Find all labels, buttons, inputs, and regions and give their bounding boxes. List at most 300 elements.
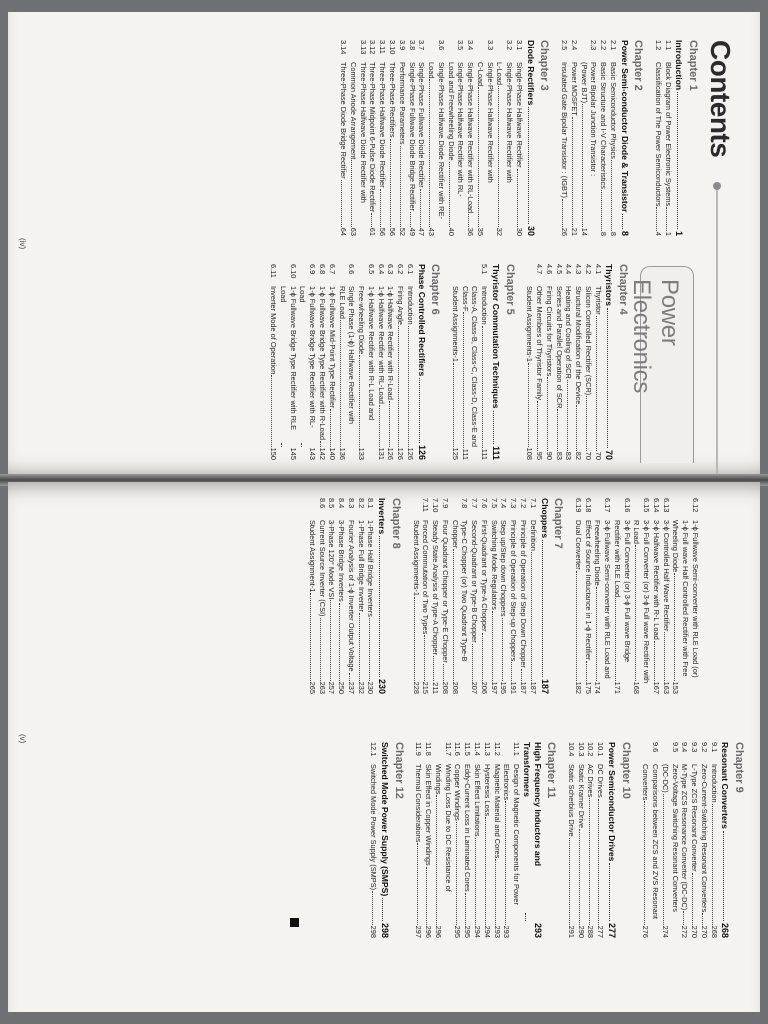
entry-text: Single-Phase Halfwave Rectifier with RL-Load bbox=[466, 62, 476, 214]
entry-text: Three-Phase Rectifiers bbox=[387, 62, 397, 138]
chapter-page: 230 bbox=[377, 678, 388, 694]
toc-column-3 bbox=[307, 498, 700, 694]
toc-entry bbox=[680, 742, 690, 938]
chapter-title bbox=[416, 264, 427, 460]
toc-entry bbox=[593, 498, 613, 694]
entry-line bbox=[534, 286, 544, 460]
dot-leader bbox=[408, 326, 415, 447]
chapter-label: Chapter 10 bbox=[619, 742, 632, 799]
entry-page: 294 bbox=[472, 925, 482, 938]
entry-body bbox=[369, 764, 379, 938]
entry-page: 61 bbox=[368, 227, 378, 236]
entry-page: 63 bbox=[348, 227, 358, 236]
entry-text: 3-ϕ Halfwave Rectifier with R-L Load bbox=[651, 520, 661, 640]
chapter-label: Chapter 4 bbox=[617, 264, 629, 315]
entry-body bbox=[564, 286, 574, 460]
entry-line bbox=[430, 520, 440, 694]
dot-leader bbox=[330, 409, 337, 446]
entry-text: L-Type ZCS Resonant Converter bbox=[690, 764, 700, 872]
toc-entry bbox=[317, 498, 327, 694]
entry-line bbox=[502, 764, 512, 938]
toc-entry bbox=[450, 264, 460, 460]
dot-leader bbox=[664, 632, 671, 680]
entry-page: 207 bbox=[470, 681, 480, 694]
entry-page: 26 bbox=[560, 227, 570, 236]
entry-body bbox=[440, 520, 450, 694]
entry-body bbox=[450, 286, 460, 460]
dot-leader bbox=[351, 160, 358, 226]
entry-page: 140 bbox=[327, 447, 337, 460]
entry-text: Chopper bbox=[450, 520, 460, 549]
entry-body bbox=[482, 764, 492, 938]
entry-line bbox=[661, 520, 671, 694]
toc-entry bbox=[495, 40, 515, 236]
entry-page: 52 bbox=[397, 227, 407, 236]
entry-page: 153 bbox=[671, 681, 681, 694]
entry-body bbox=[327, 520, 337, 694]
dot-leader bbox=[562, 199, 569, 227]
entry-number: 11.8 bbox=[424, 742, 434, 756]
toc-entry bbox=[583, 264, 593, 460]
dot-leader bbox=[586, 661, 593, 680]
entry-text: Basic Semiconductor Physics bbox=[608, 62, 618, 159]
entry-text: Three-Phase Halfwave Diode Rectifier bbox=[378, 62, 388, 188]
entry-text: Inverter Mode of Operation bbox=[269, 286, 279, 375]
entry-body bbox=[462, 764, 472, 938]
chapter-title bbox=[379, 742, 390, 938]
entry-line bbox=[327, 286, 337, 460]
entry-page: 30 bbox=[514, 227, 524, 236]
entry-number: 9.2 bbox=[699, 742, 709, 753]
entry-text: Single-Phase Halfwave Rectifier bbox=[514, 62, 524, 168]
entry-body bbox=[377, 62, 387, 236]
entry-page: 56 bbox=[387, 227, 397, 236]
entry-page: 125 bbox=[450, 447, 460, 460]
entry-number: 6.2 bbox=[396, 264, 406, 275]
entry-page: 276 bbox=[641, 925, 651, 938]
chapter-block bbox=[641, 742, 746, 938]
entry-text: Converters bbox=[641, 764, 651, 801]
entry-number: 1.1 bbox=[663, 40, 673, 51]
chapter-block bbox=[338, 40, 551, 236]
toc-entry bbox=[346, 498, 356, 694]
entry-number: 7.3 bbox=[509, 498, 519, 509]
entry-text: 3-ϕ Controlled Half Wave Rectifier bbox=[661, 520, 671, 632]
entry-number: 7.8 bbox=[460, 498, 470, 509]
dot-leader bbox=[528, 107, 536, 224]
entry-line: Single Phase (1-ϕ) Halfwave Rectifier with bbox=[347, 286, 357, 425]
contents-title: Contents bbox=[705, 40, 736, 158]
entry-number: 7.4 bbox=[499, 498, 509, 509]
dot-leader bbox=[359, 355, 366, 446]
entry-number bbox=[307, 498, 317, 520]
entry-line: Single-Phase Halfwave Rectifier with bbox=[485, 62, 495, 183]
entry-body bbox=[489, 520, 499, 694]
entry-number: 11.7 bbox=[443, 742, 453, 756]
dot-leader bbox=[557, 409, 564, 450]
entry-line bbox=[569, 62, 579, 236]
dot-leader bbox=[482, 326, 489, 448]
entry-line: Type-C Chopper (or) Two Quadrant Type-B bbox=[460, 520, 470, 662]
entry-page: 133 bbox=[357, 447, 367, 460]
dot-leader bbox=[683, 911, 690, 924]
toc-entry bbox=[397, 40, 407, 236]
entry-line bbox=[387, 62, 397, 236]
entry-text: Free-wheeling Diode bbox=[357, 286, 367, 355]
entry-body bbox=[663, 62, 673, 236]
entry-number: 6.13 bbox=[661, 498, 671, 513]
dot-leader bbox=[525, 913, 543, 921]
toc-entry bbox=[671, 498, 700, 694]
entry-number: 6.16 bbox=[622, 498, 632, 513]
entry-line bbox=[317, 286, 327, 460]
entry-number: 6.10 bbox=[288, 264, 298, 279]
entry-line bbox=[337, 286, 347, 460]
entry-body bbox=[395, 286, 405, 460]
entry-body bbox=[671, 520, 700, 694]
entry-number: 11.1 bbox=[512, 742, 522, 756]
chapter-page: 126 bbox=[416, 444, 427, 460]
entry-text: Zero-Current-Switching Resonant Converters bbox=[699, 764, 709, 913]
entry-text: Firing Angle bbox=[396, 286, 406, 326]
entry-page: 175 bbox=[583, 681, 593, 694]
chapter-page: 298 bbox=[380, 922, 391, 938]
toc-entry bbox=[544, 264, 554, 460]
toc-entry bbox=[593, 264, 603, 460]
entry-page: 111 bbox=[480, 448, 490, 460]
entry-text: Insulated Gate Bipolar Transistor : (IGBT) bbox=[560, 62, 570, 198]
toc-entry bbox=[366, 498, 376, 694]
entry-line bbox=[608, 62, 618, 236]
entry-number: 6.5 bbox=[366, 264, 376, 275]
entry-line: Single-Phase Halfwave Rectifier with bbox=[505, 62, 515, 183]
entry-body bbox=[366, 520, 376, 694]
dot-leader bbox=[420, 189, 427, 227]
dot-leader bbox=[493, 411, 501, 444]
entry-body bbox=[651, 520, 661, 694]
entry-page: 296 bbox=[433, 925, 443, 938]
entry-line bbox=[421, 520, 431, 694]
entry-number: 2.5 bbox=[560, 40, 570, 51]
entry-line bbox=[641, 764, 651, 938]
chapter-title bbox=[539, 498, 550, 694]
entry-text: Introduction bbox=[709, 764, 719, 803]
entry-line bbox=[433, 764, 443, 938]
entry-page: 195 bbox=[499, 681, 509, 694]
toc-entry bbox=[327, 264, 337, 460]
chapter-title-text: Power Semi-conductor Diode & Transistor bbox=[619, 40, 630, 213]
entry-number: 10.3 bbox=[576, 742, 586, 757]
entry-number: 4.3 bbox=[574, 264, 584, 275]
chapter-title-text: Thyristor Commutation Techniques bbox=[491, 264, 502, 409]
entry-page: 274 bbox=[660, 925, 670, 938]
toc-entry bbox=[433, 742, 453, 938]
entry-line bbox=[514, 62, 524, 236]
toc-entry bbox=[453, 742, 463, 938]
dot-leader bbox=[596, 587, 603, 681]
entry-text: Block Diagram of Power Electronic Systems bbox=[663, 62, 673, 207]
entry-line bbox=[671, 520, 681, 694]
dot-leader bbox=[429, 79, 436, 226]
toc-entry bbox=[586, 742, 596, 938]
entry-number: 3.5 bbox=[456, 40, 466, 51]
entry-line bbox=[699, 764, 709, 938]
entry-number: 7.7 bbox=[470, 498, 480, 509]
entry-page: 167 bbox=[651, 681, 661, 694]
entry-number: 7.1 bbox=[528, 498, 538, 509]
left-page bbox=[8, 12, 760, 478]
entry-text: 1-ϕ Fullwave Bridge Type Rectifier with RLE Load bbox=[278, 286, 298, 431]
entry-text: Student Assignments-1 bbox=[525, 286, 535, 363]
entry-page: 14 bbox=[579, 227, 589, 236]
dot-leader bbox=[498, 86, 505, 227]
entry-page: 111 bbox=[460, 448, 470, 460]
entry-page: 250 bbox=[337, 681, 347, 694]
entry-number: 8.6 bbox=[317, 498, 327, 509]
entry-number: 8.3 bbox=[346, 498, 356, 509]
entry-body bbox=[446, 62, 466, 236]
toc-entry bbox=[492, 742, 502, 938]
entry-page: 187 bbox=[528, 681, 538, 694]
dot-leader bbox=[611, 160, 618, 231]
dot-leader bbox=[400, 146, 407, 227]
entry-line bbox=[680, 764, 690, 938]
entry-number: 10.2 bbox=[586, 742, 596, 757]
entry-text: Static Kramer Drive bbox=[576, 764, 586, 829]
entry-body bbox=[528, 520, 538, 694]
entry-text: Definition bbox=[528, 520, 538, 551]
entry-line bbox=[489, 520, 499, 694]
entry-text: 1-Phase Half Bridge Inverters bbox=[366, 520, 376, 617]
toc-entry bbox=[651, 498, 661, 694]
entry-text: Current Source Inverter (CSI) bbox=[317, 520, 327, 617]
dot-leader bbox=[410, 212, 417, 227]
entry-number: 7.2 bbox=[518, 498, 528, 509]
entry-page: 163 bbox=[661, 681, 671, 694]
entry-body bbox=[460, 286, 480, 460]
entry-line bbox=[469, 520, 479, 694]
entry-line bbox=[479, 520, 489, 694]
entry-body bbox=[338, 62, 348, 236]
entry-text: Single-Phase Fullwave Diode Bridge Rectifier bbox=[407, 62, 417, 212]
dot-leader bbox=[635, 545, 642, 681]
dot-leader bbox=[271, 375, 278, 446]
page-number-right: (v) bbox=[18, 734, 27, 744]
entry-body bbox=[278, 286, 298, 460]
entry-text: M-Type ZCS Resonance Converter (DC-DC) bbox=[680, 764, 690, 911]
entry-page: 206 bbox=[479, 681, 489, 694]
entry-number: 3.4 bbox=[466, 40, 476, 51]
entry-line bbox=[653, 62, 663, 236]
entry-page: 171 bbox=[612, 681, 622, 694]
dot-leader bbox=[666, 207, 673, 231]
entry-line bbox=[573, 286, 583, 460]
dot-leader bbox=[492, 611, 499, 681]
header-rule bbox=[716, 190, 718, 478]
entry-number: 6.12 bbox=[691, 498, 700, 513]
entry-page: 90 bbox=[544, 451, 554, 460]
entry-page: 294 bbox=[482, 925, 492, 938]
dot-leader bbox=[712, 804, 719, 925]
chapter-title bbox=[376, 498, 387, 694]
entry-number: 10.4 bbox=[566, 742, 576, 757]
entry-body bbox=[598, 62, 608, 236]
entry-number: 4.5 bbox=[554, 264, 564, 275]
entry-text: Switching Mode Regulators bbox=[489, 520, 499, 610]
toc-entry bbox=[573, 498, 583, 694]
toc-entry bbox=[376, 264, 386, 460]
toc-entry bbox=[598, 40, 608, 236]
entry-line bbox=[346, 520, 356, 694]
dot-leader bbox=[569, 838, 576, 925]
entry-text: Three-Phase Midpoint 6-Pulse Diode Rectifier bbox=[368, 62, 378, 213]
entry-body bbox=[566, 764, 576, 938]
entry-page: 56 bbox=[378, 227, 388, 236]
dot-leader bbox=[330, 600, 337, 680]
entry-body bbox=[307, 520, 317, 694]
entry-page: 4 bbox=[653, 231, 663, 236]
entry-number: 8.5 bbox=[327, 498, 337, 509]
dot-leader bbox=[528, 363, 535, 447]
toc-entry bbox=[564, 264, 574, 460]
toc-entry bbox=[699, 742, 709, 938]
dot-leader bbox=[320, 441, 327, 447]
entry-page: 298 bbox=[369, 925, 379, 938]
toc-entry bbox=[554, 264, 564, 460]
dot-leader bbox=[576, 571, 583, 681]
chapter-label: Chapter 1 bbox=[687, 40, 699, 91]
entry-text: Student Assignments-1 bbox=[411, 520, 421, 597]
entry-line bbox=[573, 520, 583, 694]
entry-number: 11.4 bbox=[472, 742, 482, 756]
entry-line bbox=[583, 520, 593, 694]
entry-number: 2.3 bbox=[589, 40, 599, 51]
entry-body bbox=[525, 286, 535, 460]
dot-leader bbox=[281, 443, 298, 447]
toc-entry bbox=[518, 498, 528, 694]
entry-text: Student Assignments-1 bbox=[450, 286, 460, 363]
entry-text: Skin Effect Limitations bbox=[472, 764, 482, 837]
dot-leader bbox=[596, 316, 603, 451]
dot-leader bbox=[301, 443, 318, 447]
chapter-block bbox=[414, 742, 559, 938]
entry-page: 215 bbox=[421, 681, 431, 694]
entry-text: Principle of Operation of Step Down Chopper bbox=[518, 520, 528, 668]
toc-entry bbox=[405, 264, 415, 460]
dot-leader bbox=[398, 326, 405, 447]
entry-text: Other Members of Thyristor Family bbox=[535, 286, 545, 401]
chapter-page: 268 bbox=[720, 922, 731, 938]
entry-number: 2.2 bbox=[599, 40, 609, 51]
toc-entry bbox=[595, 742, 605, 938]
entry-text: Series and Parallel Operation of SCR bbox=[554, 286, 564, 409]
chapter-title-text: Resonant Converters bbox=[720, 742, 731, 829]
entry-number: 9.5 bbox=[670, 742, 680, 753]
entry-line bbox=[651, 520, 661, 694]
entry-line: 3-ϕ Full Converter (or) 3-ϕ Full wave Rectifier with bbox=[642, 520, 652, 684]
entry-line bbox=[528, 520, 538, 694]
entry-text: Wheeling Diode bbox=[671, 520, 681, 573]
entry-line bbox=[426, 62, 436, 236]
chapter-block bbox=[573, 498, 700, 694]
entry-line bbox=[492, 764, 502, 938]
entry-text: Student Assignment-1 bbox=[307, 520, 317, 593]
entry-text: Fourier Analysis of 1-ϕ Inverter Output Voltage bbox=[346, 520, 356, 672]
entry-page: 83 bbox=[554, 451, 564, 460]
entry-line bbox=[612, 520, 622, 694]
entry-body bbox=[479, 520, 489, 694]
entry-line bbox=[327, 520, 337, 694]
entry-line: 3-ϕ Fullwave Semi-converter with RLE Load and bbox=[603, 520, 613, 679]
toc-entry bbox=[377, 40, 387, 236]
entry-line bbox=[307, 520, 317, 694]
entry-page: 277 bbox=[596, 925, 606, 938]
entry-page: 82 bbox=[574, 451, 584, 460]
entry-body bbox=[699, 764, 709, 938]
entry-line bbox=[423, 764, 433, 938]
entry-body bbox=[376, 286, 386, 460]
entry-body bbox=[595, 764, 605, 938]
toc-entry bbox=[348, 40, 368, 236]
entry-body bbox=[653, 62, 663, 236]
toc-entry bbox=[395, 264, 405, 460]
dot-leader bbox=[449, 162, 456, 227]
entry-page: 174 bbox=[593, 681, 603, 694]
entry-body bbox=[660, 764, 680, 938]
entry-text: 1-Phase Full Bridge Inverter bbox=[356, 520, 366, 613]
chapter-page: 30 bbox=[525, 225, 536, 236]
chapter-block bbox=[411, 498, 565, 694]
entry-line bbox=[544, 286, 554, 460]
entry-body bbox=[336, 520, 346, 694]
entry-line: Three-Phase Halfwave Diode Rectifier with bbox=[358, 62, 368, 203]
entry-body bbox=[479, 286, 489, 460]
toc-entry bbox=[369, 742, 379, 938]
chapter-label: Chapter 12 bbox=[392, 742, 405, 799]
entry-page: 237 bbox=[346, 681, 356, 694]
entry-body bbox=[414, 764, 424, 938]
entry-body bbox=[641, 764, 661, 938]
entry-text: Performance Parameters bbox=[397, 62, 407, 145]
dot-leader bbox=[495, 859, 502, 924]
entry-line: Winding Loss Due to DC Resistance of bbox=[443, 764, 453, 892]
entry-line bbox=[508, 520, 518, 694]
entry-number: 2.4 bbox=[569, 40, 579, 51]
entry-text: Common Anode Arrangement bbox=[348, 62, 358, 160]
entry-page: 145 bbox=[288, 447, 298, 460]
entry-line bbox=[414, 764, 424, 938]
dot-leader bbox=[419, 378, 427, 443]
dot-leader bbox=[609, 863, 617, 921]
entry-page: 8 bbox=[608, 231, 618, 236]
entry-body bbox=[495, 62, 515, 236]
entry-line bbox=[336, 520, 346, 694]
dot-leader bbox=[379, 536, 387, 677]
entry-number: 3.9 bbox=[397, 40, 407, 51]
entry-number: 6.18 bbox=[583, 498, 593, 513]
entry-text: First-Quadrant or Type-A Chopper bbox=[479, 520, 489, 632]
entry-line: Design of Magnetic Components for Power bbox=[512, 764, 522, 905]
toc-entry bbox=[426, 40, 446, 236]
chapter-block bbox=[307, 498, 403, 694]
subject-title: Power Electronics bbox=[628, 279, 683, 394]
chapter-page: 111 bbox=[491, 445, 502, 460]
entry-page: 197 bbox=[489, 681, 499, 694]
entry-text: (Power BJT) bbox=[579, 62, 589, 104]
entry-line bbox=[368, 62, 378, 236]
entry-number bbox=[460, 264, 480, 286]
entry-body bbox=[689, 764, 699, 938]
